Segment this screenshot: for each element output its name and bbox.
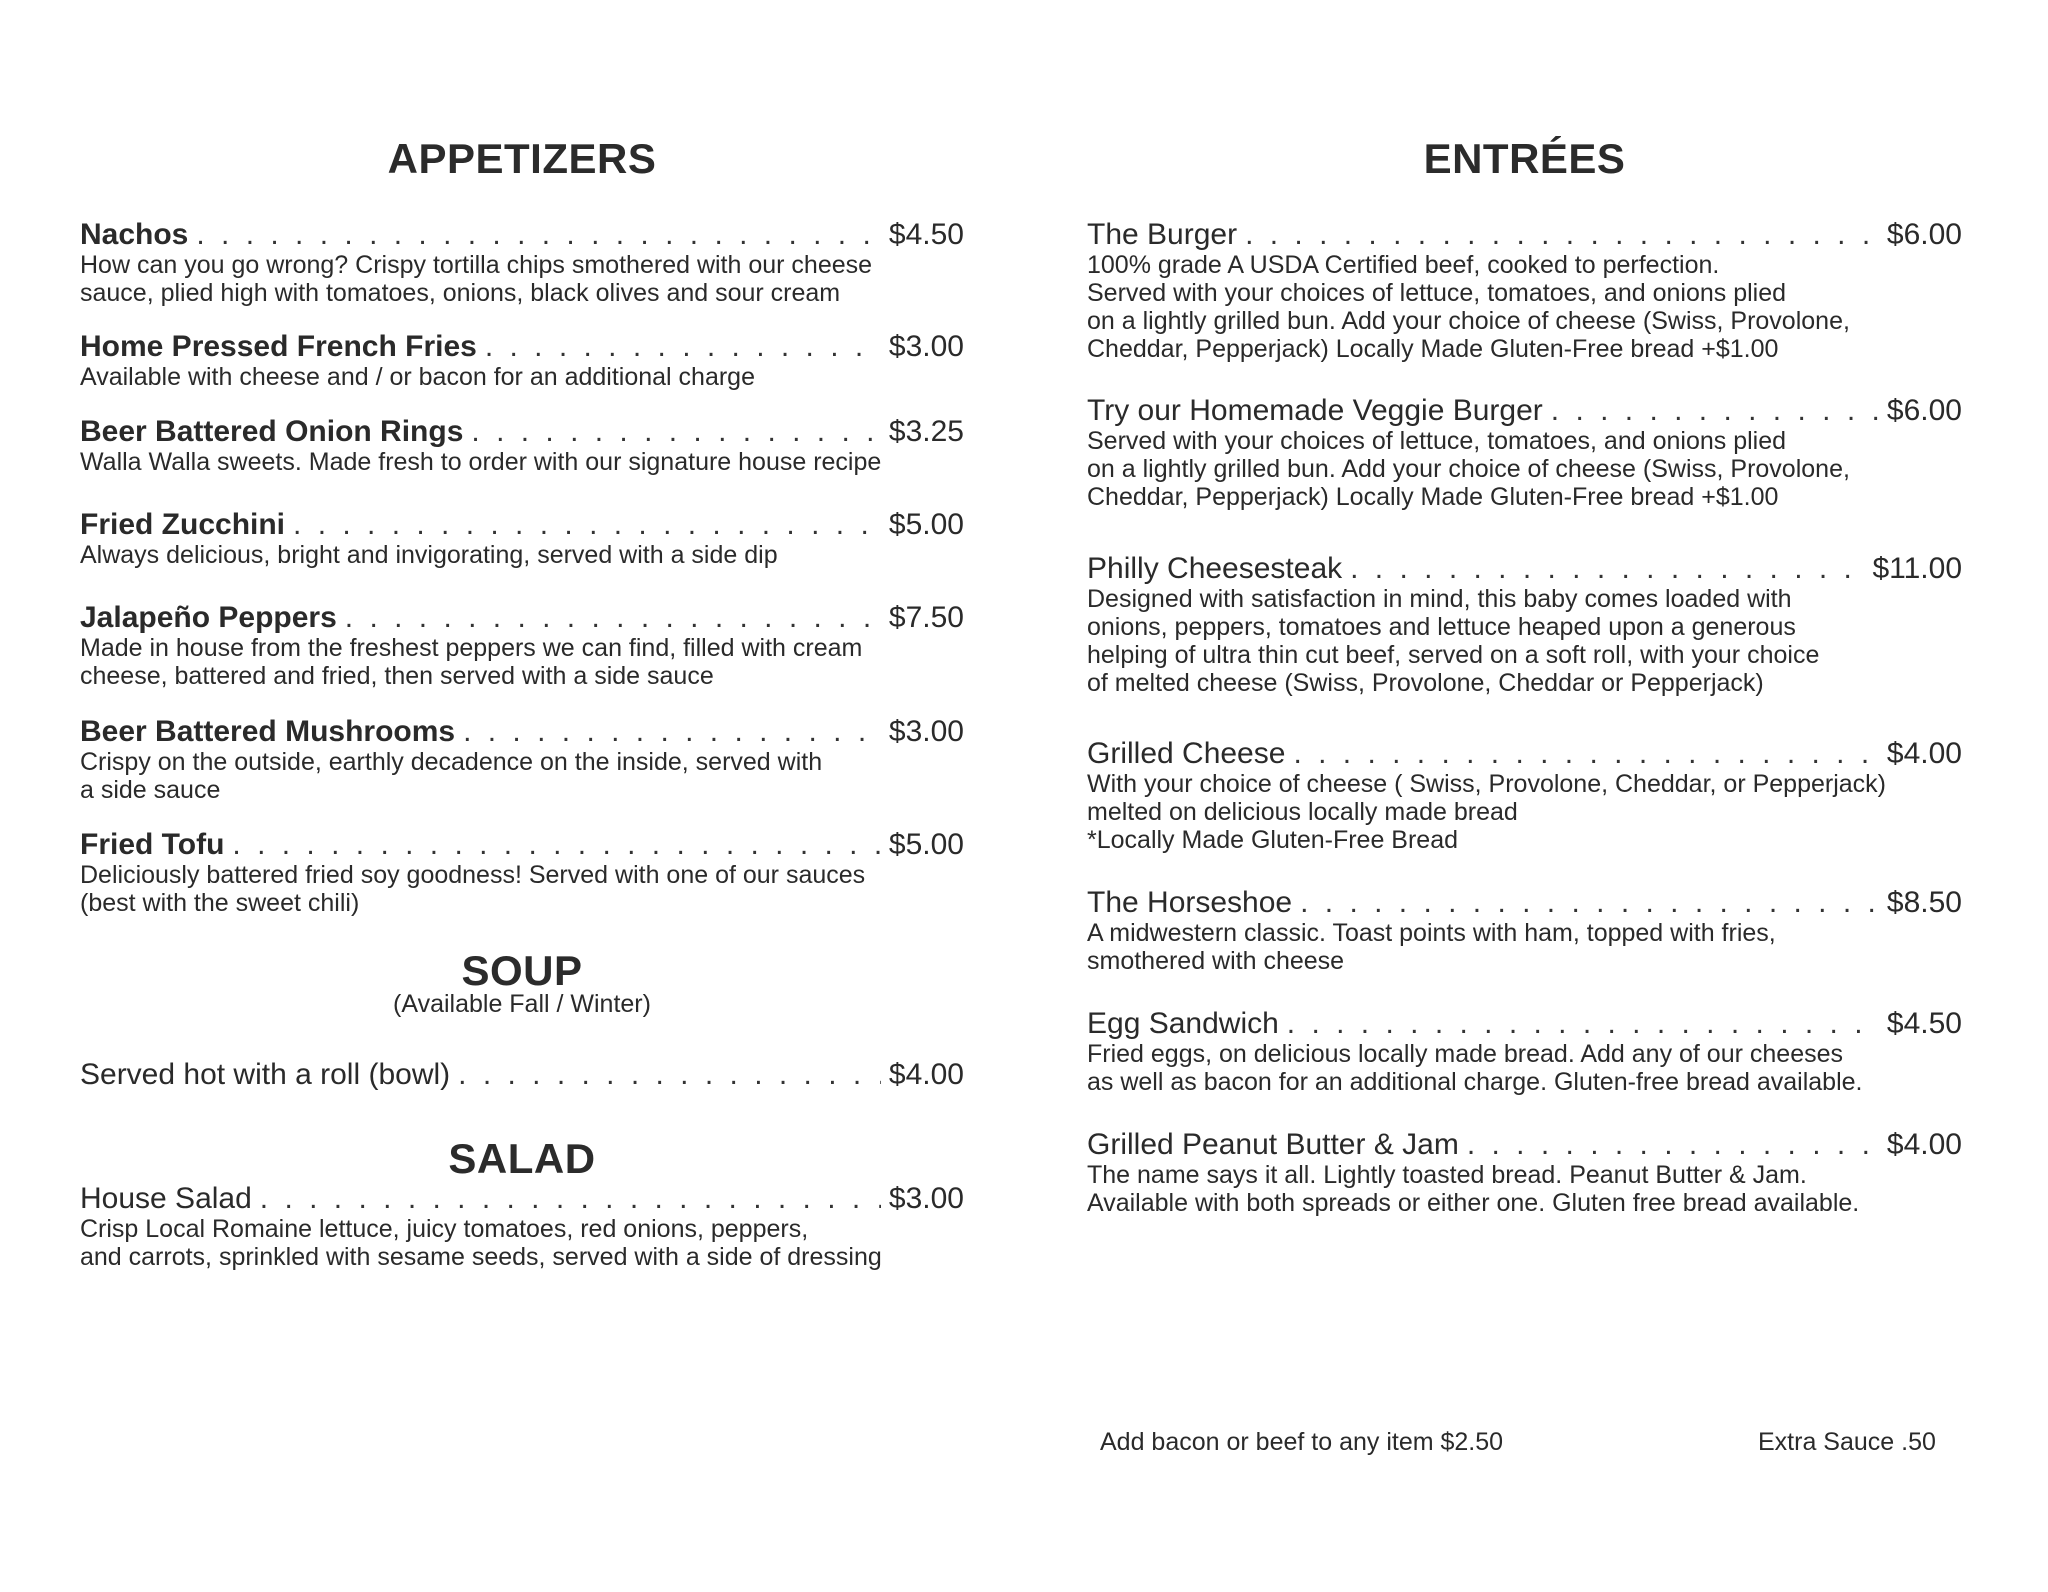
menu-item <box>80 217 964 307</box>
dot-leader <box>463 714 881 750</box>
item-price: $4.00 <box>1886 737 1962 770</box>
description-line: Crisp Local Romaine lettuce, juicy tomatoes, red onions, peppers, <box>80 1215 809 1243</box>
description-line: melted on delicious locally made bread <box>1087 798 1518 826</box>
description-line: Made in house from the freshest peppers we can find, filled with cream <box>80 634 863 662</box>
description-line: smothered with cheese <box>1087 947 1345 975</box>
menu-item <box>80 600 964 690</box>
description-line: Deliciously battered fried soy goodness! Served with one of our sauces <box>80 861 866 889</box>
description-line: onions, peppers, tomatoes and lettuce heaped upon a generous <box>1087 613 1796 641</box>
menu-item <box>80 329 964 391</box>
item-price: $5.00 <box>888 828 964 861</box>
item-price: $4.50 <box>888 218 964 251</box>
description-line: Crispy on the outside, earthly decadence on the inside, served with <box>80 748 823 776</box>
item-header <box>80 329 964 365</box>
description-line: How can you go wrong? Crispy tortilla chips smothered with our cheese <box>80 251 873 279</box>
entrees-heading: ENTRÉES <box>1423 135 1626 182</box>
item-description <box>1087 251 1962 363</box>
dot-leader <box>1287 1006 1879 1042</box>
menu-item <box>80 1057 964 1093</box>
menu-item <box>80 1181 964 1271</box>
item-price: $11.00 <box>1872 552 1962 585</box>
description-line: of melted cheese (Swiss, Provolone, Cheddar or Pepperjack) <box>1087 669 1764 697</box>
description-line: *Locally Made Gluten-Free Bread <box>1087 826 1459 854</box>
menu-item <box>1087 885 1962 975</box>
soup-subtitle: (Available Fall / Winter) <box>393 990 651 1018</box>
description-line: Fried eggs, on delicious locally made bread. Add any of our cheeses <box>1087 1040 1844 1068</box>
dot-leader <box>1300 885 1879 921</box>
item-price: $6.00 <box>1886 394 1962 427</box>
dot-leader <box>196 217 881 253</box>
dot-leader <box>1293 736 1878 772</box>
item-price: $8.50 <box>1886 886 1962 919</box>
dot-leader <box>458 1057 881 1093</box>
dot-leader <box>485 329 881 365</box>
item-name: The Horseshoe <box>1087 886 1293 919</box>
item-header <box>80 507 964 543</box>
menu-item <box>80 714 964 804</box>
item-description <box>80 363 964 391</box>
item-description <box>80 861 964 917</box>
dot-leader <box>471 414 881 450</box>
item-header <box>80 600 964 636</box>
description-line: sauce, plied high with tomatoes, onions, black olives and sour cream <box>80 279 841 307</box>
item-name: Grilled Cheese <box>1087 737 1286 770</box>
item-description <box>1087 919 1962 975</box>
description-line: on a lightly grilled bun. Add your choice of cheese (Swiss, Provolone, <box>1087 455 1850 483</box>
description-line: and carrots, sprinkled with sesame seeds, served with a side of dressing <box>80 1243 882 1271</box>
item-header <box>80 414 964 450</box>
item-header <box>1087 736 1962 772</box>
item-description <box>1087 585 1962 697</box>
description-line: Designed with satisfaction in mind, this baby comes loaded with <box>1087 585 1792 613</box>
item-price: $4.50 <box>1886 1007 1962 1040</box>
description-line: Walla Walla sweets. Made fresh to order with our signature house recipe <box>80 448 882 476</box>
item-header <box>80 217 964 253</box>
item-name: Jalapeño Peppers <box>80 601 337 634</box>
item-name: Fried Zucchini <box>80 508 286 541</box>
description-line: A midwestern classic. Toast points with ham, topped with fries, <box>1087 919 1776 947</box>
item-description <box>80 634 964 690</box>
dot-leader <box>232 827 881 863</box>
item-price: $4.00 <box>1886 1128 1962 1161</box>
description-line: Always delicious, bright and invigorating, served with a side dip <box>80 541 778 569</box>
item-price: $5.00 <box>888 508 964 541</box>
item-name: Egg Sandwich <box>1087 1007 1279 1040</box>
dot-leader <box>260 1181 881 1217</box>
item-description <box>1087 1040 1962 1096</box>
dot-leader <box>1551 393 1879 429</box>
item-description <box>80 748 964 804</box>
description-line: a side sauce <box>80 776 221 804</box>
menu-item <box>1087 736 1962 854</box>
item-description <box>80 448 964 476</box>
item-price: $3.00 <box>888 330 964 363</box>
item-price: $3.00 <box>888 1182 964 1215</box>
menu-item <box>80 827 964 917</box>
description-line: With your choice of cheese ( Swiss, Provolone, Cheddar, or Pepperjack) <box>1087 770 1886 798</box>
dot-leader <box>345 600 881 636</box>
description-line: Available with cheese and / or bacon for an additional charge <box>80 363 755 391</box>
item-price: $4.00 <box>888 1058 964 1091</box>
menu-item <box>80 414 964 476</box>
item-description <box>80 251 964 307</box>
salad-heading: SALAD <box>448 1135 596 1182</box>
appetizers-heading: APPETIZERS <box>387 135 657 182</box>
item-description <box>1087 427 1962 511</box>
item-header <box>1087 1006 1962 1042</box>
description-line: Available with both spreads or either one. Gluten free bread available. <box>1087 1189 1860 1217</box>
item-header <box>1087 217 1962 253</box>
menu-item <box>1087 217 1962 363</box>
item-header <box>80 1057 964 1093</box>
item-name: Philly Cheesesteak <box>1087 552 1343 585</box>
description-line: cheese, battered and fried, then served with a side sauce <box>80 662 714 690</box>
description-line: (best with the sweet chili) <box>80 889 360 917</box>
description-line: Cheddar, Pepperjack) Locally Made Gluten-Free bread +$1.00 <box>1087 483 1779 511</box>
item-price: $3.25 <box>888 415 964 448</box>
description-line: Served with your choices of lettuce, tomatoes, and onions plied <box>1087 279 1787 307</box>
description-line: helping of ultra thin cut beef, served on a soft roll, with your choice <box>1087 641 1820 669</box>
description-line: Cheddar, Pepperjack) Locally Made Gluten-Free bread +$1.00 <box>1087 335 1779 363</box>
add-bacon-note: Add bacon or beef to any item $2.50 <box>1100 1428 1504 1456</box>
item-header <box>1087 1127 1962 1163</box>
item-name: Fried Tofu <box>80 828 225 861</box>
item-description <box>1087 770 1962 854</box>
item-name: Home Pressed French Fries <box>80 330 477 363</box>
item-name: Nachos <box>80 218 189 251</box>
extra-sauce-note: Extra Sauce .50 <box>1758 1428 1936 1456</box>
menu-item <box>1087 551 1962 697</box>
item-description <box>80 1215 964 1271</box>
dot-leader <box>1350 551 1864 587</box>
item-price: $6.00 <box>1886 218 1962 251</box>
description-line: Served with your choices of lettuce, tomatoes, and onions plied <box>1087 427 1787 455</box>
item-header <box>80 1181 964 1217</box>
item-description <box>80 541 964 569</box>
item-name: Grilled Peanut Butter & Jam <box>1087 1128 1459 1161</box>
item-name: The Burger <box>1087 218 1238 251</box>
menu-item <box>1087 393 1962 511</box>
item-name: Served hot with a roll (bowl) <box>80 1058 451 1091</box>
dot-leader <box>1245 217 1879 253</box>
item-header <box>80 827 964 863</box>
description-line: The name says it all. Lightly toasted bread. Peanut Butter & Jam. <box>1087 1161 1807 1189</box>
item-name: House Salad <box>80 1182 252 1215</box>
item-header <box>80 714 964 750</box>
item-name: Try our Homemade Veggie Burger <box>1087 394 1543 427</box>
menu-item <box>80 507 964 569</box>
soup-heading: SOUP <box>461 947 583 994</box>
item-name: Beer Battered Onion Rings <box>80 415 464 448</box>
menu-item <box>1087 1127 1962 1217</box>
description-line: as well as bacon for an additional charge. Gluten-free bread available. <box>1087 1068 1863 1096</box>
dot-leader <box>293 507 881 543</box>
item-name: Beer Battered Mushrooms <box>80 715 456 748</box>
description-line: 100% grade A USDA Certified beef, cooked to perfection. <box>1087 251 1720 279</box>
item-header <box>1087 393 1962 429</box>
item-description <box>1087 1161 1962 1217</box>
description-line: on a lightly grilled bun. Add your choice of cheese (Swiss, Provolone, <box>1087 307 1850 335</box>
dot-leader <box>1467 1127 1879 1163</box>
item-price: $3.00 <box>888 715 964 748</box>
item-header <box>1087 885 1962 921</box>
item-price: $7.50 <box>888 601 964 634</box>
menu-item <box>1087 1006 1962 1096</box>
item-header <box>1087 551 1962 587</box>
